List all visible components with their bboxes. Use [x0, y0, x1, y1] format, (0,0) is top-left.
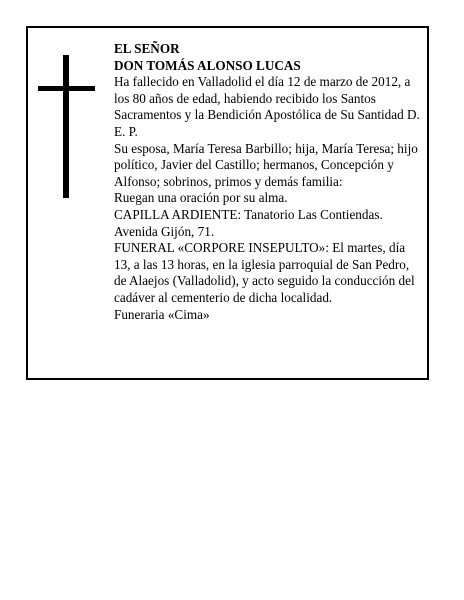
family-paragraph: Su esposa, María Teresa Barbillo; hija, María Teresa; hijo político, Javier del Castillo; hermanos, Concepción y Alfonso; sobrinos, primos y demás familia:: [114, 140, 418, 189]
chapel-paragraph: CAPILLA ARDIENTE: Tanatorio Las Contiendas. Avenida Gijón, 71.: [114, 206, 383, 239]
notice-text: [114, 41, 424, 323]
cross-horizontal-bar: [38, 86, 95, 91]
deceased-name: DON TOMÁS ALONSO LUCAS: [114, 57, 301, 73]
death-paragraph: Ha fallecido en Valladolid el día 12 de marzo de 2012, a los 80 años de edad, habiendo recibido los Santos Sacramentos y la Bendición Apostólica de Su Santidad D. E. P.: [114, 74, 420, 139]
funeral-paragraph: FUNERAL «CORPORE INSEPULTO»: El martes, día 13, a las 13 horas, en la iglesia parroquial de San Pedro, de Alaejos (Valladolid), y acto seguido la conducción del cadáver al cementerio de dicha localidad.: [114, 240, 415, 305]
cross-vertical-bar: [63, 55, 69, 198]
notice-heading: EL SEÑOR: [114, 41, 180, 56]
obituary-notice: [26, 26, 429, 380]
prayer-request: Ruegan una oración por su alma.: [114, 190, 288, 206]
funeral-home: Funeraria «Cima»: [114, 306, 210, 322]
latin-cross-icon: [38, 55, 95, 198]
